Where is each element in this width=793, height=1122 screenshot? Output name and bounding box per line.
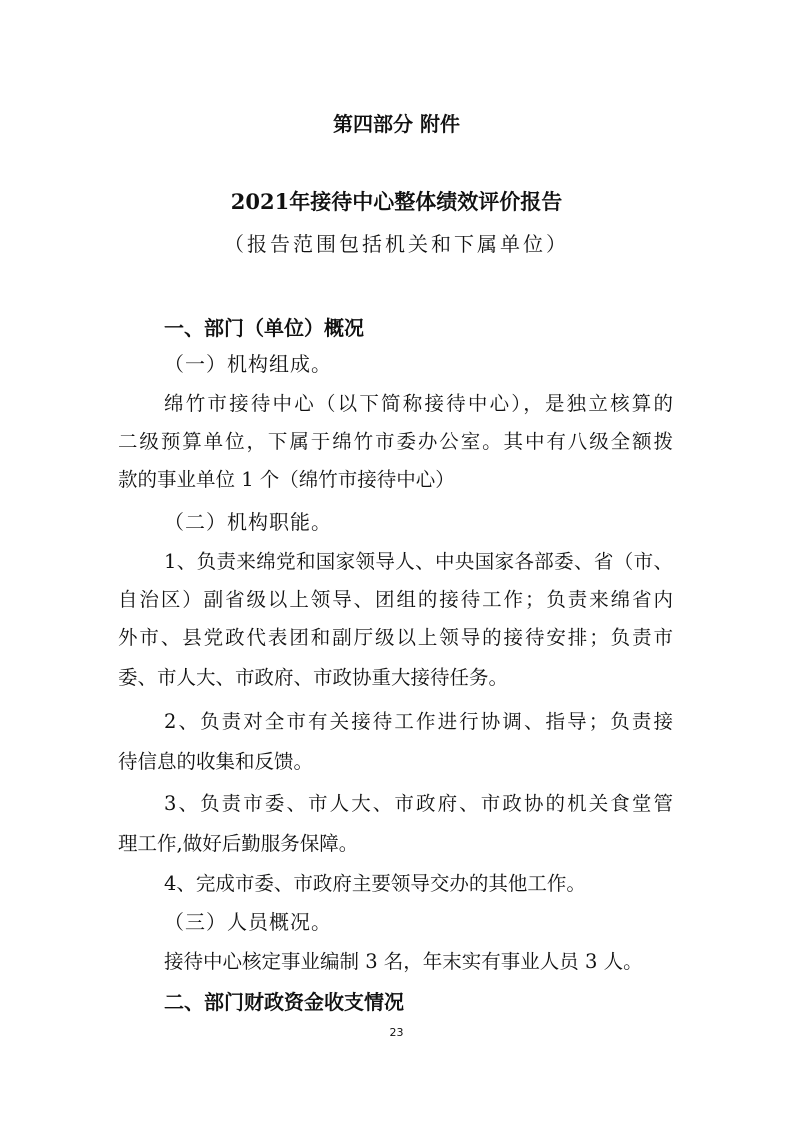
paragraph-line: 绵竹市接待中心（以下简称接待中心），是独立核算的 xyxy=(164,392,673,415)
subsection-functions-heading: （二）机构职能。 xyxy=(164,510,332,534)
section2-heading: 二、部门财政资金收支情况 xyxy=(164,990,404,1014)
paragraph-line: 3、负责市委、市人大、市政府、市政协的机关食堂管 xyxy=(164,792,673,815)
paragraph-line: 待信息的收集和反馈。 xyxy=(118,750,314,773)
paragraph-line: 2、负责对全市有关接待工作进行协调、指导；负责接 xyxy=(164,710,673,733)
paragraph-line: 自治区）副省级以上领导、团组的接待工作；负责来绵省内 xyxy=(118,588,673,611)
paragraph-line: 1、负责来绵党和国家领导人、中央国家各部委、省（市、 xyxy=(164,550,673,573)
paragraph-line: 外市、县党政代表团和副厅级以上领导的接待安排；负责市 xyxy=(118,626,673,649)
part-title: 第四部分 附件 xyxy=(333,112,460,136)
report-subtitle: （报告范围包括机关和下属单位） xyxy=(224,232,569,256)
subsection-org-heading: （一）机构组成。 xyxy=(164,352,332,376)
paragraph-line: 理工作,做好后勤服务保障。 xyxy=(118,832,359,855)
page-number: 23 xyxy=(389,1026,404,1039)
report-title: 2021年接待中心整体绩效评价报告 xyxy=(230,189,563,214)
paragraph-line: 4、完成市委、市政府主要领导交办的其他工作。 xyxy=(164,872,586,895)
subsection-staff-heading: （三）人员概况。 xyxy=(164,910,332,934)
paragraph-line: 款的事业单位 1 个（绵竹市接待中心） xyxy=(118,468,455,491)
paragraph-line: 二级预算单位，下属于绵竹市委办公室。其中有八级全额拨 xyxy=(118,430,673,453)
paragraph-line: 委、市人大、市政府、市政协重大接待任务。 xyxy=(118,666,509,689)
paragraph-line: 接待中心核定事业编制 3 名，年末实有事业人员 3 人。 xyxy=(164,950,643,973)
section1-heading: 一、部门（单位）概况 xyxy=(164,316,364,340)
